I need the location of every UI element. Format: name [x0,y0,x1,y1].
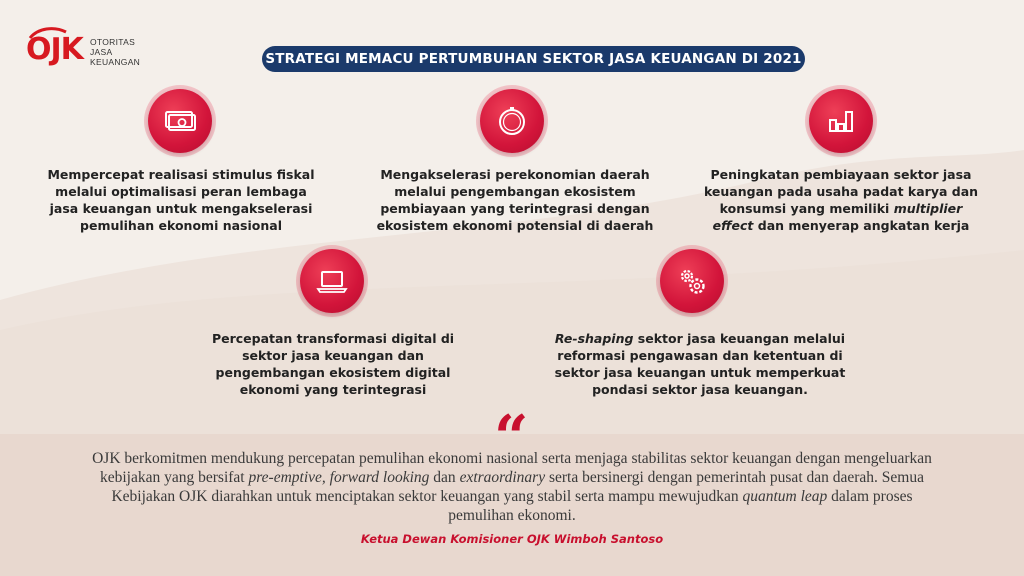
quote-text [80,449,944,525]
item-line: keuangan pada usaha padat karya dan [703,184,979,199]
item-line: Peningkatan pembiayaan sektor jasa [710,167,972,182]
logo-text-line: KEUANGAN [90,57,141,67]
compass-icon [494,103,530,139]
quote-italic: quantum leap [742,488,828,505]
item-text-part: konsumsi yang memiliki [719,201,894,216]
item-text-part: dan menyerap angkatan kerja [753,218,970,233]
item-text [696,166,986,234]
logo-text [90,37,140,67]
item-line: Mempercepat realisasi stimulus fiskal [47,167,315,182]
item-line: ekosistem ekonomi potensial di daerah [376,218,654,233]
quote-part: serta bersinergi dengan pemerintah pusat dan daerah. Semua Kebijakan OJK diarahkan untuk menciptakan sektor keuangan yang stabil serta mampu mewujudkan [111,469,924,505]
item-icon-circle [148,89,212,153]
item-line: pembiayaan yang terintegrasi dengan [380,201,650,216]
item-line: ekonomi yang terintegrasi [239,382,427,397]
laptop-icon [314,263,350,299]
item-line: reformasi pengawasan dan ketentuan di [557,348,843,363]
item-line: melalui pengembangan ekosistem [394,184,636,199]
item-line: melalui optimalisasi peran lembaga [55,184,307,199]
item-text-italic: effect [712,218,754,233]
logo-text-line: OTORITAS [90,37,136,47]
item-icon-circle [809,89,873,153]
quote-author: Ketua Dewan Komisioner OJK Wimboh Santoso [360,532,664,546]
money-icon [162,103,198,139]
item-line: Percepatan transformasi digital di [211,331,455,346]
quote-italic: pre-emptive, forward looking [248,469,430,486]
item-text [188,330,478,398]
item-line: pengembangan ekosistem digital [215,365,451,380]
page-title: STRATEGI MEMACU PERTUMBUHAN SEKTOR JASA KEUANGAN DI 2021 [262,46,805,72]
item-line: sektor jasa keuangan dan [242,348,424,363]
ojk-logo [26,28,146,76]
bar-chart-icon [823,103,859,139]
logo-text-line: JASA [90,47,113,57]
quote-part: dalam proses pemulihan ekonomi. [448,488,913,524]
item-line: sektor jasa keuangan untuk memperkuat [554,365,846,380]
item-text [36,166,326,234]
quote-mark-icon: “ [494,403,529,473]
item-text-italic: multiplier [893,201,963,216]
item-line: jasa keuangan untuk mengakselerasi [49,201,313,216]
item-icon-circle [300,249,364,313]
item-line: Mengakselerasi perekonomian daerah [380,167,650,182]
item-line: pemulihan ekonomi nasional [80,218,282,233]
item-text-part: sektor jasa keuangan melalui [633,331,846,346]
item-text [365,166,665,234]
item-text-italic: Re-shaping [554,331,634,346]
gears-icon [674,263,710,299]
logo-mark: OJK [26,32,83,67]
item-icon-circle [480,89,544,153]
item-line [540,330,860,347]
item-line [696,200,986,217]
item-icon-circle [660,249,724,313]
item-line [696,217,986,234]
quote-part: dan [429,469,460,486]
quote-part: OJK berkomitmen mendukung percepatan pemulihan ekonomi nasional serta menjaga stabilitas sektor keuangan dengan mengeluarkan kebijakan yang bersifat [92,450,932,486]
quote-italic: extraordinary [459,469,546,486]
item-line: pondasi sektor jasa keuangan. [592,382,808,397]
item-text [540,330,860,398]
